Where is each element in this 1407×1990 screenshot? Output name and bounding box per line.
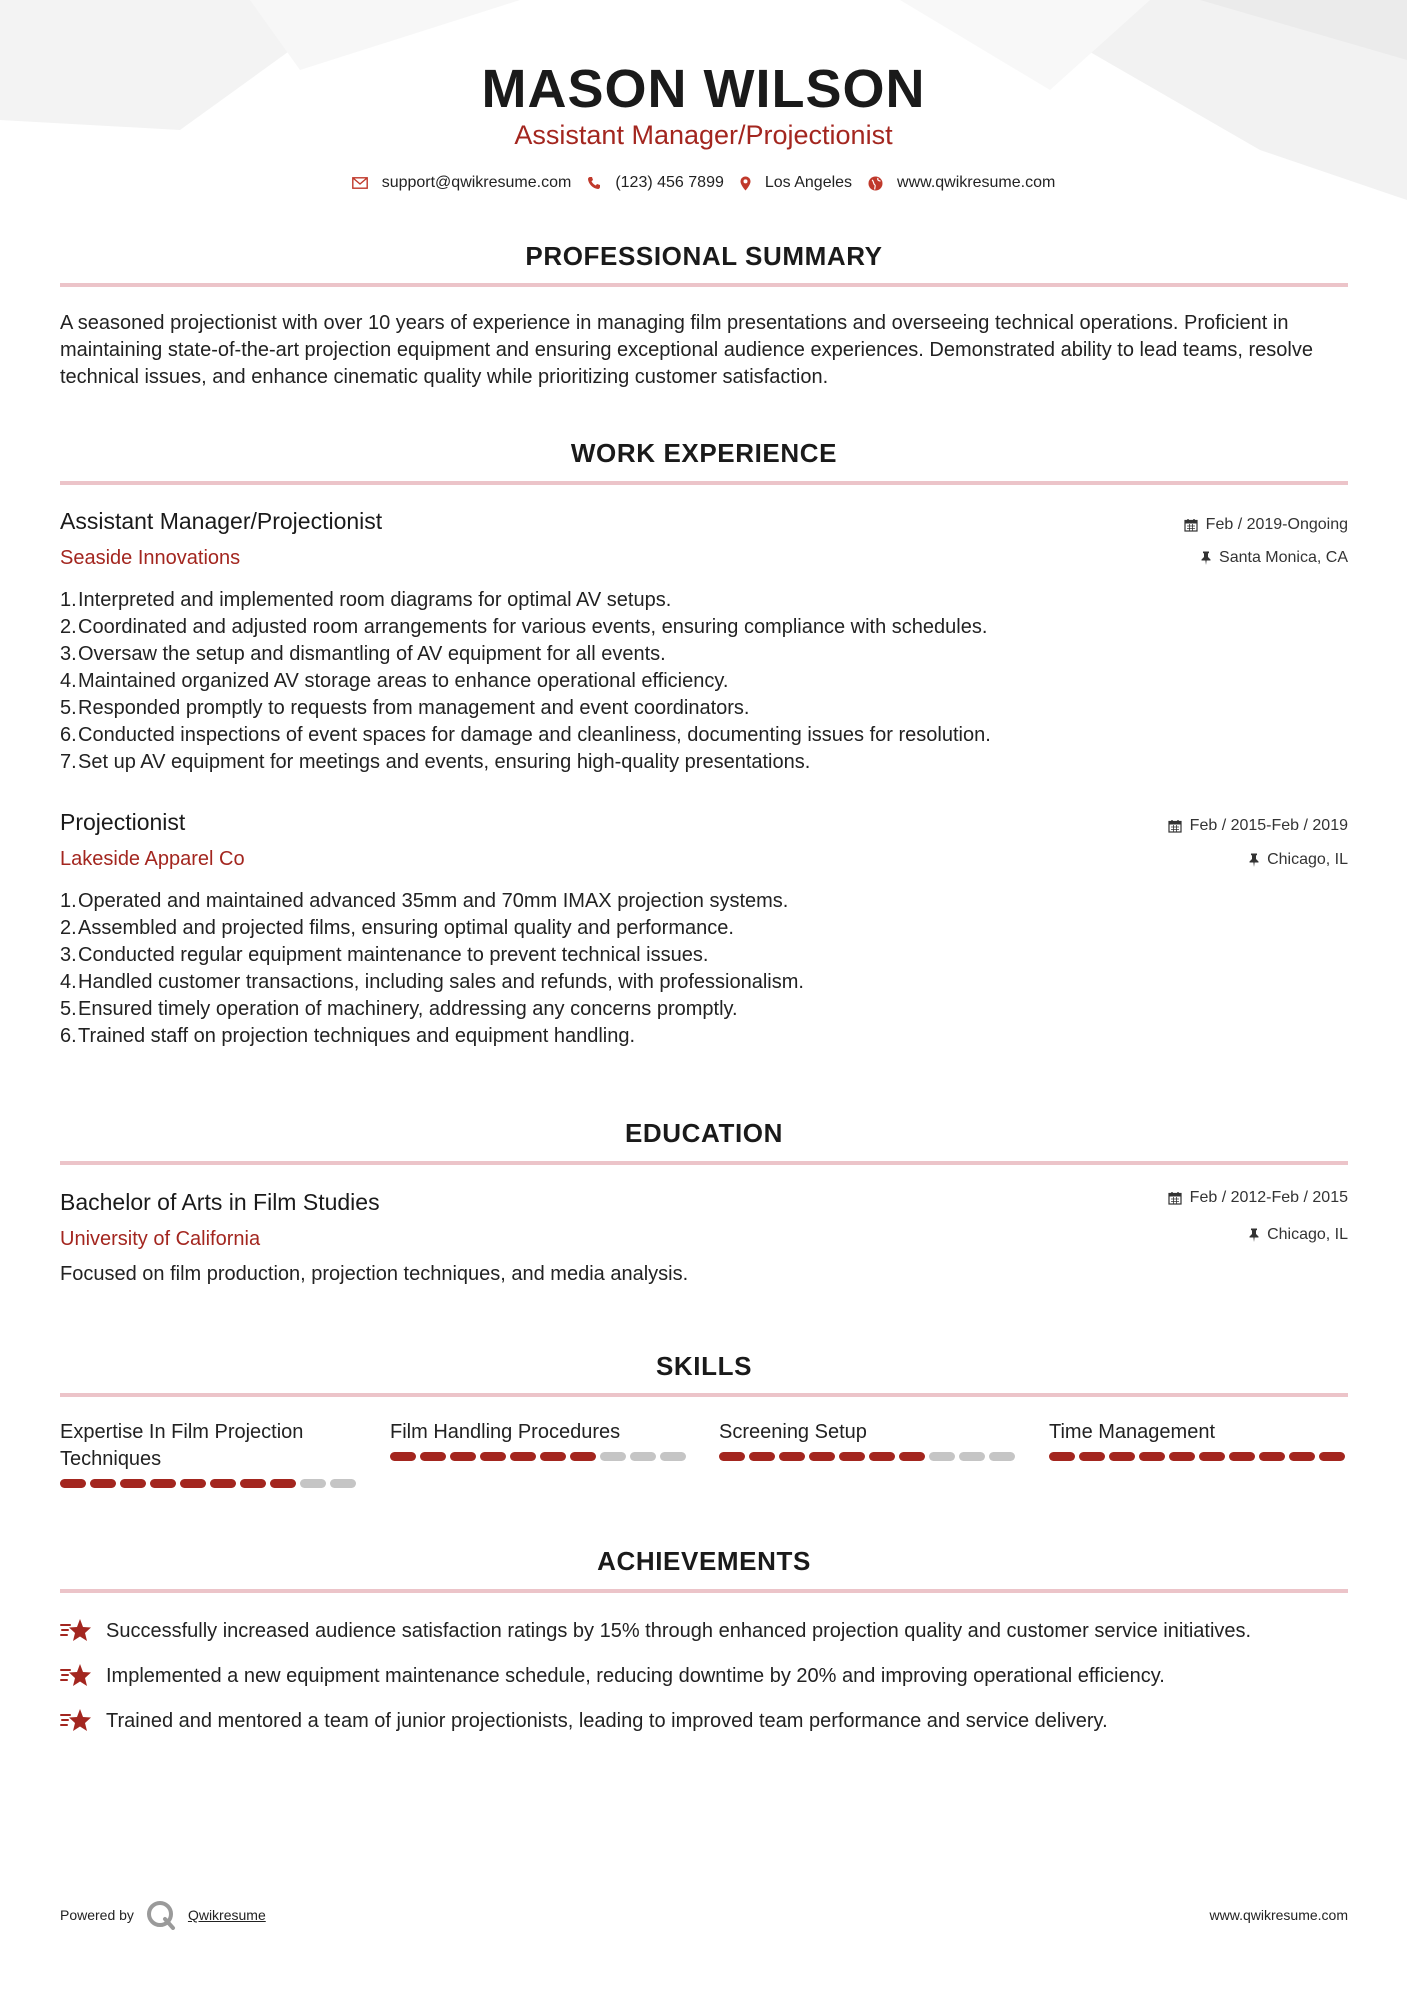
list-item: Handled customer transactions, including sales and refunds, with professionalism.: [78, 971, 804, 993]
skill-name: Expertise In Film Projection Techniques: [60, 1421, 304, 1470]
skill-segment-filled: [869, 1452, 895, 1461]
skill-segment-filled: [1079, 1452, 1105, 1461]
achievement-text: Trained and mentored a team of junior projectionists, leading to improved team performance and service delivery.: [106, 1709, 1108, 1732]
list-item: Maintained organized AV storage areas to enhance operational efficiency.: [78, 670, 729, 692]
list-item: Set up AV equipment for meetings and events, ensuring high-quality presentations.: [78, 751, 811, 773]
skill-segment-filled: [390, 1452, 416, 1461]
job-title: Assistant Manager/Projectionist: [60, 508, 383, 534]
job-company: Lakeside Apparel Co: [60, 848, 245, 870]
star-icon: [60, 1617, 92, 1645]
pushpin-icon: [1249, 853, 1259, 867]
list-item: Operated and maintained advanced 35mm and 70mm IMAX projection systems.: [78, 890, 789, 912]
contact-bar: [0, 174, 1407, 192]
education-location-text: Chicago, IL: [1267, 1226, 1348, 1243]
list-item: Assembled and projected films, ensuring optimal quality and performance.: [78, 917, 734, 939]
list-item: Trained staff on projection techniques and equipment handling.: [78, 1025, 636, 1047]
skill-segment-filled: [270, 1479, 296, 1488]
education-divider: [60, 1161, 1348, 1165]
skill-segment-filled: [510, 1452, 536, 1461]
skill-segment-filled: [540, 1452, 566, 1461]
contact-phone[interactable]: [587, 174, 724, 192]
skill-segment-filled: [809, 1452, 835, 1461]
list-item: Coordinated and adjusted room arrangements for various events, ensuring compliance with schedules.: [78, 616, 988, 638]
contact-email-text: support@qwikresume.com: [381, 174, 572, 191]
experience-heading: WORK EXPERIENCE: [570, 438, 838, 468]
skill-segment-filled: [839, 1452, 865, 1461]
skill-segment-empty: [660, 1452, 686, 1461]
job-location-text: Chicago, IL: [1267, 851, 1348, 868]
skill-segment-filled: [180, 1479, 206, 1488]
skill-level-bar: [60, 1479, 360, 1488]
achievement-text: Implemented a new equipment maintenance schedule, reducing downtime by 20% and improving operational efficiency.: [106, 1664, 1165, 1687]
skill-segment-filled: [1109, 1452, 1135, 1461]
qwikresume-link[interactable]: Qwikresume: [187, 1907, 266, 1923]
education-location: [1249, 1226, 1348, 1244]
job-title: Projectionist: [60, 809, 186, 835]
qwikresume-logo-icon: [146, 1900, 176, 1930]
list-item: Ensured timely operation of machinery, addressing any concerns promptly.: [78, 998, 738, 1020]
skill-segment-filled: [1139, 1452, 1165, 1461]
experience-divider: [60, 481, 1348, 485]
skill-segment-empty: [929, 1452, 955, 1461]
achievement-item: [60, 1707, 1108, 1735]
list-item: Responded promptly to requests from management and event coordinators.: [78, 697, 750, 719]
education-heading: EDUCATION: [624, 1118, 784, 1148]
candidate-title: Assistant Manager/Projectionist: [514, 120, 893, 150]
job-dates-text: Feb / 2019-Ongoing: [1205, 516, 1348, 533]
footer-website[interactable]: www.qwikresume.com: [1209, 1907, 1348, 1923]
skill-segment-filled: [1319, 1452, 1345, 1461]
job-responsibilities: [60, 888, 804, 1050]
skill-item: [60, 1419, 360, 1488]
contact-location-text: Los Angeles: [764, 174, 853, 191]
skill-segment-filled: [570, 1452, 596, 1461]
job-location-text: Santa Monica, CA: [1219, 549, 1348, 566]
calendar-icon: [1184, 518, 1198, 532]
skill-level-bar: [390, 1452, 690, 1461]
summary-heading: PROFESSIONAL SUMMARY: [525, 241, 883, 271]
skill-segment-empty: [330, 1479, 356, 1488]
job-location: [1201, 549, 1348, 567]
skill-segment-filled: [90, 1479, 116, 1488]
skill-segment-filled: [719, 1452, 745, 1461]
skill-name: Time Management: [1049, 1421, 1215, 1443]
achievements-divider: [60, 1589, 1348, 1593]
skill-segment-filled: [1199, 1452, 1225, 1461]
achievement-item: [60, 1662, 1165, 1690]
job-location: [1249, 851, 1348, 869]
skill-segment-empty: [989, 1452, 1015, 1461]
contact-email[interactable]: [352, 174, 572, 192]
calendar-icon: [1168, 1191, 1182, 1205]
job-dates: [1168, 817, 1348, 835]
skill-segment-empty: [630, 1452, 656, 1461]
skill-item: [1049, 1419, 1349, 1461]
list-item: Oversaw the setup and dismantling of AV equipment for all events.: [78, 643, 666, 665]
pushpin-icon: [1201, 551, 1211, 565]
job-responsibilities: [60, 587, 991, 776]
skill-segment-filled: [210, 1479, 236, 1488]
skills-divider: [60, 1393, 1348, 1397]
skill-name: Film Handling Procedures: [390, 1421, 621, 1443]
list-item: Conducted regular equipment maintenance to prevent technical issues.: [78, 944, 709, 966]
contact-website-text: www.qwikresume.com: [897, 174, 1056, 191]
contact-website[interactable]: [868, 174, 1055, 192]
education-degree: Bachelor of Arts in Film Studies: [60, 1189, 380, 1215]
skill-segment-filled: [779, 1452, 805, 1461]
skill-level-bar: [1049, 1452, 1349, 1461]
education-dates-text: Feb / 2012-Feb / 2015: [1189, 1189, 1348, 1206]
skill-segment-filled: [450, 1452, 476, 1461]
calendar-icon: [1168, 819, 1182, 833]
map-marker-icon: [740, 176, 751, 191]
globe-icon: [868, 176, 883, 191]
summary-text: A seasoned projectionist with over 10 years of experience in managing film presentations and overseeing technical operations. Proficient in maintaining state-of-the-art projection equipment and ensuring exceptional audience experiences. Demonstrated ability to lead teams, resolve technical issues, and enhance cinematic quality while prioritizing customer satisfaction.: [60, 312, 1313, 388]
skill-segment-filled: [899, 1452, 925, 1461]
phone-icon: [587, 176, 601, 190]
contact-location: [740, 174, 852, 192]
skill-item: [390, 1419, 690, 1461]
skill-level-bar: [719, 1452, 1019, 1461]
summary-divider: [60, 283, 1348, 287]
achievement-text: Successfully increased audience satisfaction ratings by 15% through enhanced projection quality and customer service initiatives.: [106, 1619, 1252, 1642]
pushpin-icon: [1249, 1228, 1259, 1242]
star-icon: [60, 1707, 92, 1735]
achievements-heading: ACHIEVEMENTS: [597, 1546, 811, 1576]
job-dates-text: Feb / 2015-Feb / 2019: [1189, 817, 1348, 834]
skill-segment-filled: [1049, 1452, 1075, 1461]
skill-segment-empty: [300, 1479, 326, 1488]
skill-segment-filled: [1259, 1452, 1285, 1461]
list-item: Conducted inspections of event spaces for damage and cleanliness, documenting issues for resolution.: [78, 724, 991, 746]
skill-segment-empty: [959, 1452, 985, 1461]
skill-segment-filled: [749, 1452, 775, 1461]
skill-name: Screening Setup: [719, 1421, 867, 1443]
education-description: Focused on film production, projection techniques, and media analysis.: [60, 1263, 689, 1285]
skill-segment-filled: [480, 1452, 506, 1461]
footer-powered-by: [60, 1900, 266, 1930]
skill-item: [719, 1419, 1019, 1461]
skill-segment-filled: [60, 1479, 86, 1488]
skill-segment-filled: [1289, 1452, 1315, 1461]
education-dates: [1168, 1189, 1348, 1207]
skills-heading: SKILLS: [655, 1351, 753, 1381]
achievement-item: [60, 1617, 1251, 1645]
skill-segment-filled: [120, 1479, 146, 1488]
skill-segment-filled: [420, 1452, 446, 1461]
powered-by-label: Powered by: [60, 1907, 134, 1923]
star-icon: [60, 1662, 92, 1690]
contact-phone-text: (123) 456 7899: [615, 174, 724, 191]
skill-segment-filled: [150, 1479, 176, 1488]
list-item: Interpreted and implemented room diagrams for optimal AV setups.: [78, 589, 672, 611]
job-dates: [1184, 516, 1348, 534]
education-school: University of California: [60, 1228, 261, 1250]
job-company: Seaside Innovations: [60, 547, 241, 569]
skill-segment-filled: [1169, 1452, 1195, 1461]
candidate-name: MASON WILSON: [481, 59, 926, 119]
skill-segment-empty: [600, 1452, 626, 1461]
skill-segment-filled: [240, 1479, 266, 1488]
skill-segment-filled: [1229, 1452, 1255, 1461]
envelope-icon: [352, 177, 368, 189]
